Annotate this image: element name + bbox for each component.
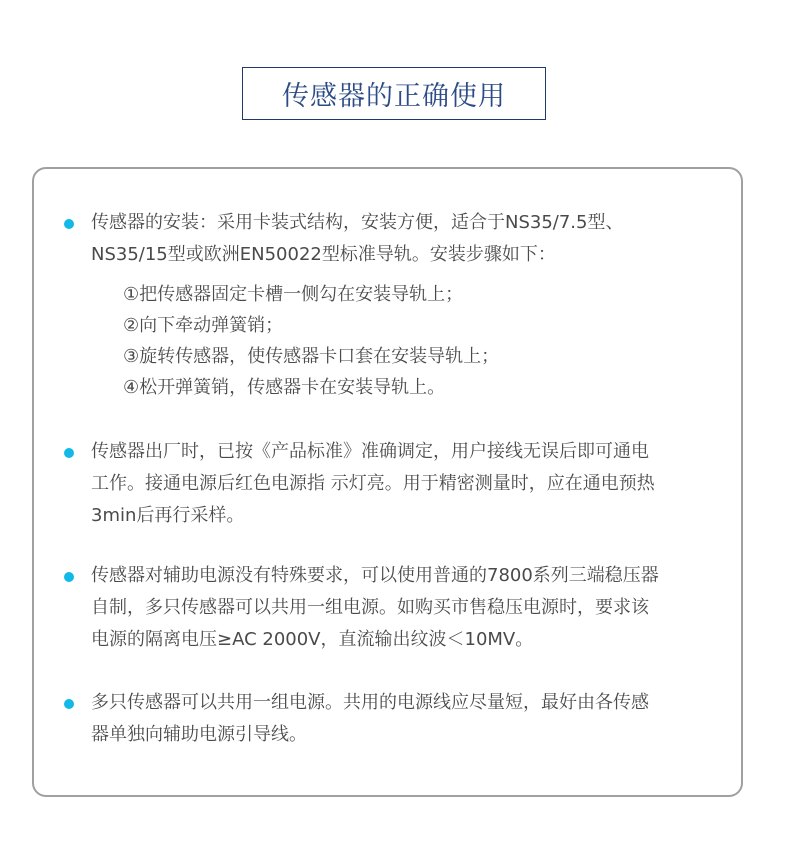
text-line: NS35/15型或欧洲EN50022型标准导轨。安装步骤如下： <box>91 244 556 265</box>
steps-list <box>91 279 623 403</box>
title-box <box>242 67 546 120</box>
paragraph-power-supply <box>91 560 659 656</box>
paragraph-factory-calibration <box>91 436 655 532</box>
step-item: ①把传感器固定卡槽一侧勾在安装导轨上； <box>123 284 464 305</box>
step-item: ③旋转传感器，使传感器卡口套在安装导轨上； <box>123 346 500 367</box>
bullet-icon <box>64 448 74 458</box>
text-line: 3min后再行采样。 <box>91 505 245 526</box>
step-item: ④松开弹簧销，传感器卡在安装导轨上。 <box>123 377 446 398</box>
step-item: ②向下牵动弹簧销； <box>123 315 284 336</box>
page-title: 传感器的正确使用 <box>282 81 506 112</box>
text-line: 传感器对辅助电源没有特殊要求，可以使用普通的7800系列三端稳压器 <box>91 565 659 586</box>
text-line: 传感器的安装：采用卡装式结构，安装方便，适合于NS35/7.5型、 <box>91 212 624 233</box>
text-line: 电源的隔离电压≥AC 2000V，直流输出纹波＜10MV。 <box>91 629 534 650</box>
text-line: 多只传感器可以共用一组电源。共用的电源线应尽量短，最好由各传感 <box>91 692 649 713</box>
text-line: 工作。接通电源后红色电源指 示灯亮。用于精密测量时，应在通电预热 <box>91 473 655 494</box>
bullet-icon <box>64 219 74 229</box>
text-line: 自制，多只传感器可以共用一组电源。如购买市售稳压电源时，要求该 <box>91 597 649 618</box>
text-line: 传感器出厂时，已按《产品标准》准确调定，用户接线无误后即可通电 <box>91 441 649 462</box>
content-card <box>32 167 743 797</box>
bullet-icon <box>64 572 74 582</box>
text-line: 器单独向辅助电源引导线。 <box>91 724 307 745</box>
paragraph-installation <box>91 207 623 403</box>
bullet-icon <box>64 699 74 709</box>
paragraph-shared-power <box>91 687 649 751</box>
